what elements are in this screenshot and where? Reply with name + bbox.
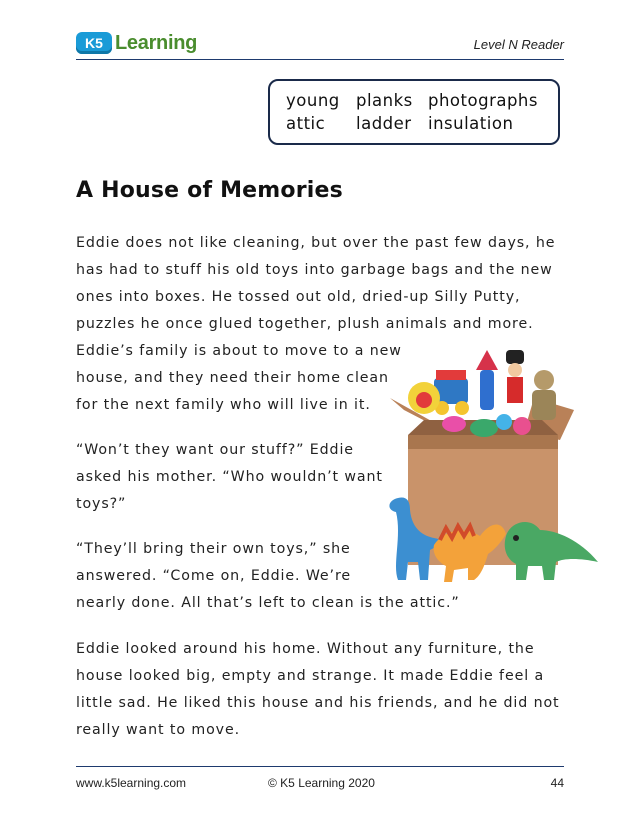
text-line: nearly done. All that’s left to clean is the attic.” (76, 595, 460, 611)
page-number: 44 (550, 776, 564, 790)
toy-box-illustration (384, 340, 604, 600)
vocab-word: insulation (428, 114, 514, 133)
text-line: Eddie looked around his home. Without any furniture, the (76, 641, 535, 657)
vocab-word: planks (356, 91, 413, 110)
story-title: A House of Memories (76, 178, 343, 203)
text-line: really want to move. (76, 722, 240, 738)
text-line: toys?” (76, 496, 127, 512)
footer-divider (76, 766, 564, 767)
footer-copyright: © K5 Learning 2020 (268, 776, 375, 790)
text-line: ones into boxes. He tossed out old, dried-up Silly Putty, (76, 289, 521, 305)
vocab-word: ladder (356, 114, 412, 133)
text-line: Eddie does not like cleaning, but over the past few days, he (76, 235, 556, 251)
vocabulary-box (268, 79, 560, 145)
vocabulary-grid (286, 91, 558, 133)
reader-level: Level N Reader (473, 37, 564, 52)
text-line: Eddie’s family is about to move to a new (76, 343, 402, 359)
story-paragraph-4 (76, 636, 560, 744)
header-divider (76, 59, 564, 60)
logo-badge: K5 (76, 32, 112, 54)
page-header (76, 28, 564, 60)
text-line: house, and they need their home clean (76, 370, 389, 386)
text-line: answered. “Come on, Eddie. We’re (76, 568, 352, 584)
text-line: for the next family who will live in it. (76, 397, 371, 413)
footer-website: www.k5learning.com (76, 776, 187, 790)
text-line: little sad. He liked this house and his friends, and he did not (76, 695, 560, 711)
text-line: puzzles he once glued together, plush animals and more. (76, 316, 534, 332)
vocab-word: young (286, 91, 340, 110)
text-line: has had to stuff his old toys into garbage bags and the new (76, 262, 553, 278)
text-line: asked his mother. “Who wouldn’t want (76, 469, 383, 485)
story-paragraph-2 (76, 437, 383, 518)
logo-text: Learning (115, 31, 198, 54)
vocab-word: attic (286, 114, 326, 133)
k5-learning-logo (76, 30, 197, 56)
text-line: house looked big, empty and strange. It made Eddie feel a (76, 668, 545, 684)
text-line: “They’ll bring their own toys,” she (76, 541, 351, 557)
vocab-word: photographs (428, 91, 538, 110)
text-line: “Won’t they want our stuff?” Eddie (76, 442, 354, 458)
